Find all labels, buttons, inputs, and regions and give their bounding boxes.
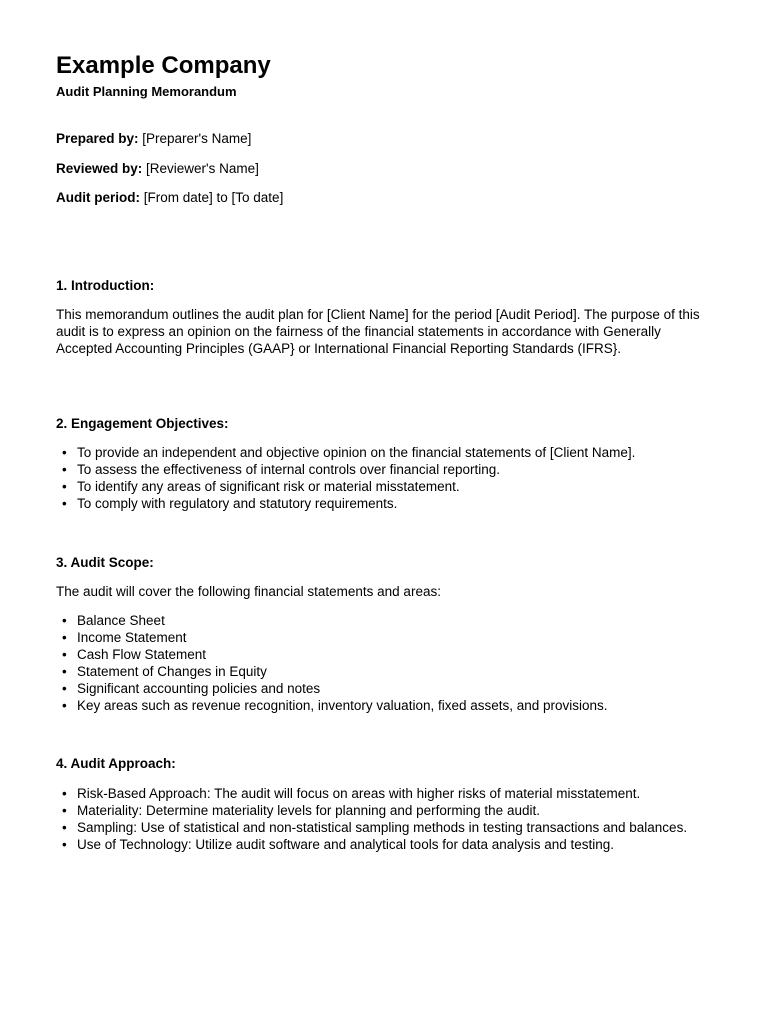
list-item: [56, 785, 696, 802]
list-item-text: Balance Sheet: [77, 613, 165, 628]
engagement-objectives-list: [56, 444, 696, 512]
list-item: [56, 612, 696, 629]
bullet-icon: •: [62, 820, 67, 835]
list-item-text: Significant accounting policies and notes: [77, 681, 321, 696]
section-heading-audit-approach: 4. Audit Approach:: [56, 756, 176, 771]
bullet-icon: •: [62, 837, 67, 852]
bullet-icon: •: [62, 479, 67, 494]
list-item-text: Key areas such as revenue recognition, inventory valuation, fixed assets, and provisions.: [77, 698, 608, 713]
bullet-icon: •: [62, 613, 67, 628]
document-subtitle: Audit Planning Memorandum: [56, 84, 237, 99]
list-item: [56, 444, 696, 461]
bullet-icon: •: [62, 445, 67, 460]
list-item: [56, 461, 696, 478]
list-item-text: Risk-Based Approach: The audit will focus on areas with higher risks of material misstatement.: [77, 786, 641, 801]
prepared-by-line: [56, 130, 251, 147]
reviewed-by-label: Reviewed by:: [56, 161, 143, 176]
list-item: [56, 495, 696, 512]
list-item: [56, 697, 696, 714]
list-item-text: Sampling: Use of statistical and non-statistical sampling methods in testing transactions and balances.: [77, 820, 688, 835]
audit-scope-list: [56, 612, 696, 714]
audit-approach-list: [56, 785, 696, 853]
prepared-by-label: Prepared by:: [56, 131, 139, 146]
list-item-text: To assess the effectiveness of internal controls over financial reporting.: [77, 462, 500, 477]
bullet-icon: •: [62, 698, 67, 713]
list-item-text: Income Statement: [77, 630, 187, 645]
list-item: [56, 680, 696, 697]
list-item: [56, 802, 696, 819]
company-title: Example Company: [56, 52, 271, 79]
list-item-text: To provide an independent and objective opinion on the financial statements of [Client Name].: [77, 445, 636, 460]
introduction-paragraph: This memorandum outlines the audit plan for [Client Name] for the period [Audit Period]. The purpose of this audit is to express an opinion on the fairness of the financial statements in accordance with Generally Accepted Accounting Principles (GAAP} or International Financial Reporting Standards (IFRS}.: [56, 307, 700, 356]
audit-period-line: [56, 189, 283, 206]
bullet-icon: •: [62, 786, 67, 801]
audit-scope-paragraph: The audit will cover the following financial statements and areas:: [56, 584, 441, 599]
bullet-icon: •: [62, 462, 67, 477]
section-heading-engagement-objectives: 2. Engagement Objectives:: [56, 416, 229, 431]
bullet-icon: •: [62, 681, 67, 696]
list-item-text: Materiality: Determine materiality levels for planning and performing the audit.: [77, 803, 540, 818]
list-item-text: Statement of Changes in Equity: [77, 664, 267, 679]
list-item: [56, 478, 696, 495]
bullet-icon: •: [62, 496, 67, 511]
section-heading-audit-scope: 3. Audit Scope:: [56, 555, 154, 570]
list-item-text: Use of Technology: Utilize audit software and analytical tools for data analysis and testing.: [77, 837, 615, 852]
section-heading-introduction: 1. Introduction:: [56, 278, 155, 293]
bullet-icon: •: [62, 647, 67, 662]
bullet-icon: •: [62, 803, 67, 818]
bullet-icon: •: [62, 664, 67, 679]
list-item: [56, 646, 696, 663]
reviewed-by-value: [Reviewer's Name]: [142, 161, 259, 176]
list-item: [56, 819, 696, 836]
prepared-by-value: [Preparer's Name]: [138, 131, 252, 146]
audit-period-label: Audit period:: [56, 190, 140, 205]
list-item-text: Cash Flow Statement: [77, 647, 207, 662]
list-item: [56, 629, 696, 646]
list-item: [56, 836, 696, 853]
list-item: [56, 663, 696, 680]
list-item-text: To comply with regulatory and statutory requirements.: [77, 496, 398, 511]
list-item-text: To identify any areas of significant risk or material misstatement.: [77, 479, 460, 494]
bullet-icon: •: [62, 630, 67, 645]
audit-period-value: [From date] to [To date]: [140, 190, 284, 205]
reviewed-by-line: [56, 160, 259, 177]
